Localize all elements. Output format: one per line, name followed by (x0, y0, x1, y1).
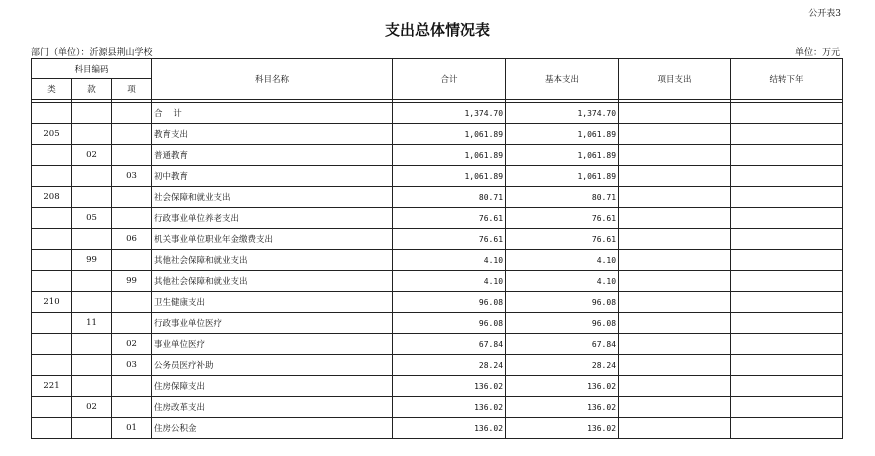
cell-lei: 210 (32, 292, 72, 313)
cell-xiang (112, 124, 152, 145)
cell-lei (32, 229, 72, 250)
cell-total: 4.10 (393, 250, 506, 271)
cell-xiang (112, 397, 152, 418)
cell-kuan (72, 334, 112, 355)
table-row (32, 292, 843, 313)
department-label: 部门（单位）：沂源县荆山学校 (31, 48, 153, 58)
table-row (32, 334, 843, 355)
cell-name: 公务员医疗补助 (152, 355, 393, 376)
cell-name: 事业单位医疗 (152, 334, 393, 355)
cell-kuan (72, 271, 112, 292)
cell-kuan: 02 (72, 397, 112, 418)
table-row (32, 355, 843, 376)
cell-total: 67.84 (393, 334, 506, 355)
cell-basic: 67.84 (506, 334, 619, 355)
table-row (32, 271, 843, 292)
header-name: 科目名称 (152, 59, 393, 100)
cell-project (619, 355, 731, 376)
cell-project (619, 229, 731, 250)
cell-basic: 136.02 (506, 397, 619, 418)
cell-project (619, 166, 731, 187)
cell-kuan: 11 (72, 313, 112, 334)
cell-project (619, 418, 731, 439)
cell-basic: 1,061.89 (506, 145, 619, 166)
cell-xiang: 06 (112, 229, 152, 250)
cell-basic: 96.08 (506, 313, 619, 334)
table-row (32, 418, 843, 439)
cell-carryover (731, 355, 843, 376)
cell-kuan: 99 (72, 250, 112, 271)
cell-project (619, 250, 731, 271)
cell-carryover (731, 313, 843, 334)
table-row-total (32, 103, 843, 124)
header-total: 合计 (393, 59, 506, 100)
cell-lei: 205 (32, 124, 72, 145)
table-row (32, 124, 843, 145)
cell-carryover (731, 166, 843, 187)
cell-total: 80.71 (393, 187, 506, 208)
cell-basic: 1,061.89 (506, 166, 619, 187)
cell-total: 96.08 (393, 313, 506, 334)
cell-total: 96.08 (393, 292, 506, 313)
cell-kuan (72, 376, 112, 397)
table-row (32, 250, 843, 271)
cell-lei (32, 103, 72, 124)
form-number: 公开表3 (808, 9, 841, 19)
cell-kuan (72, 124, 112, 145)
cell-basic: 1,061.89 (506, 124, 619, 145)
table-body (32, 103, 843, 439)
cell-kuan: 05 (72, 208, 112, 229)
cell-carryover (731, 187, 843, 208)
cell-name: 住房改革支出 (152, 397, 393, 418)
cell-xiang: 03 (112, 355, 152, 376)
cell-kuan (72, 292, 112, 313)
cell-project (619, 145, 731, 166)
cell-lei: 221 (32, 376, 72, 397)
cell-lei (32, 145, 72, 166)
cell-lei (32, 313, 72, 334)
cell-name: 普通教育 (152, 145, 393, 166)
cell-project (619, 124, 731, 145)
cell-total: 1,374.70 (393, 103, 506, 124)
cell-project (619, 313, 731, 334)
cell-name: 社会保障和就业支出 (152, 187, 393, 208)
cell-name: 行政事业单位养老支出 (152, 208, 393, 229)
cell-name: 机关事业单位职业年金缴费支出 (152, 229, 393, 250)
cell-lei (32, 418, 72, 439)
cell-total: 136.02 (393, 418, 506, 439)
cell-total: 1,061.89 (393, 166, 506, 187)
table-row (32, 166, 843, 187)
header-lei: 类 (32, 79, 72, 100)
cell-xiang (112, 376, 152, 397)
page-title: 支出总体情况表 (384, 21, 490, 39)
cell-carryover (731, 418, 843, 439)
unit-label: 单位：万元 (794, 48, 840, 58)
cell-basic: 1,374.70 (506, 103, 619, 124)
cell-carryover (731, 103, 843, 124)
cell-carryover (731, 376, 843, 397)
cell-basic: 96.08 (506, 292, 619, 313)
cell-lei (32, 208, 72, 229)
cell-project (619, 271, 731, 292)
cell-basic: 4.10 (506, 250, 619, 271)
cell-total: 1,061.89 (393, 124, 506, 145)
header-code-group: 科目编码 (32, 59, 152, 79)
cell-project (619, 187, 731, 208)
cell-carryover (731, 292, 843, 313)
cell-basic: 4.10 (506, 271, 619, 292)
cell-lei (32, 334, 72, 355)
cell-total: 136.02 (393, 397, 506, 418)
header-project: 项目支出 (619, 59, 731, 100)
cell-xiang (112, 208, 152, 229)
cell-name: 卫生健康支出 (152, 292, 393, 313)
cell-basic: 80.71 (506, 187, 619, 208)
cell-lei (32, 355, 72, 376)
cell-name: 教育支出 (152, 124, 393, 145)
cell-carryover (731, 145, 843, 166)
cell-basic: 136.02 (506, 418, 619, 439)
cell-xiang (112, 313, 152, 334)
cell-basic: 76.61 (506, 208, 619, 229)
cell-name: 合 计 (152, 103, 393, 124)
cell-xiang (112, 187, 152, 208)
cell-basic: 76.61 (506, 229, 619, 250)
cell-total: 76.61 (393, 229, 506, 250)
cell-kuan (72, 418, 112, 439)
cell-project (619, 397, 731, 418)
cell-carryover (731, 208, 843, 229)
cell-total: 4.10 (393, 271, 506, 292)
cell-xiang (112, 103, 152, 124)
header-xiang: 项 (112, 79, 152, 100)
cell-carryover (731, 250, 843, 271)
cell-carryover (731, 229, 843, 250)
table-row (32, 145, 843, 166)
cell-xiang (112, 250, 152, 271)
cell-carryover (731, 271, 843, 292)
cell-kuan (72, 103, 112, 124)
cell-name: 其他社会保障和就业支出 (152, 271, 393, 292)
cell-lei (32, 166, 72, 187)
cell-carryover (731, 124, 843, 145)
cell-basic: 28.24 (506, 355, 619, 376)
cell-name: 住房保障支出 (152, 376, 393, 397)
cell-xiang (112, 292, 152, 313)
cell-carryover (731, 397, 843, 418)
cell-name: 初中教育 (152, 166, 393, 187)
table-row (32, 187, 843, 208)
cell-carryover (731, 334, 843, 355)
expenditure-table (31, 58, 843, 439)
cell-basic: 136.02 (506, 376, 619, 397)
cell-project (619, 292, 731, 313)
cell-project (619, 334, 731, 355)
table-row (32, 229, 843, 250)
table-row (32, 313, 843, 334)
cell-kuan (72, 229, 112, 250)
cell-total: 76.61 (393, 208, 506, 229)
cell-lei (32, 271, 72, 292)
cell-kuan (72, 187, 112, 208)
cell-lei (32, 250, 72, 271)
cell-name: 行政事业单位医疗 (152, 313, 393, 334)
cell-lei (32, 397, 72, 418)
table-row (32, 208, 843, 229)
table-row (32, 376, 843, 397)
header-carryover: 结转下年 (731, 59, 843, 100)
table-row (32, 397, 843, 418)
cell-xiang: 01 (112, 418, 152, 439)
cell-project (619, 103, 731, 124)
cell-xiang (112, 145, 152, 166)
header-kuan: 款 (72, 79, 112, 100)
cell-lei: 208 (32, 187, 72, 208)
cell-xiang: 03 (112, 166, 152, 187)
header-basic: 基本支出 (506, 59, 619, 100)
cell-xiang: 02 (112, 334, 152, 355)
cell-project (619, 376, 731, 397)
cell-xiang: 99 (112, 271, 152, 292)
cell-total: 136.02 (393, 376, 506, 397)
cell-project (619, 208, 731, 229)
cell-total: 1,061.89 (393, 145, 506, 166)
cell-kuan (72, 355, 112, 376)
cell-kuan (72, 166, 112, 187)
cell-name: 其他社会保障和就业支出 (152, 250, 393, 271)
cell-name: 住房公积金 (152, 418, 393, 439)
cell-kuan: 02 (72, 145, 112, 166)
cell-total: 28.24 (393, 355, 506, 376)
